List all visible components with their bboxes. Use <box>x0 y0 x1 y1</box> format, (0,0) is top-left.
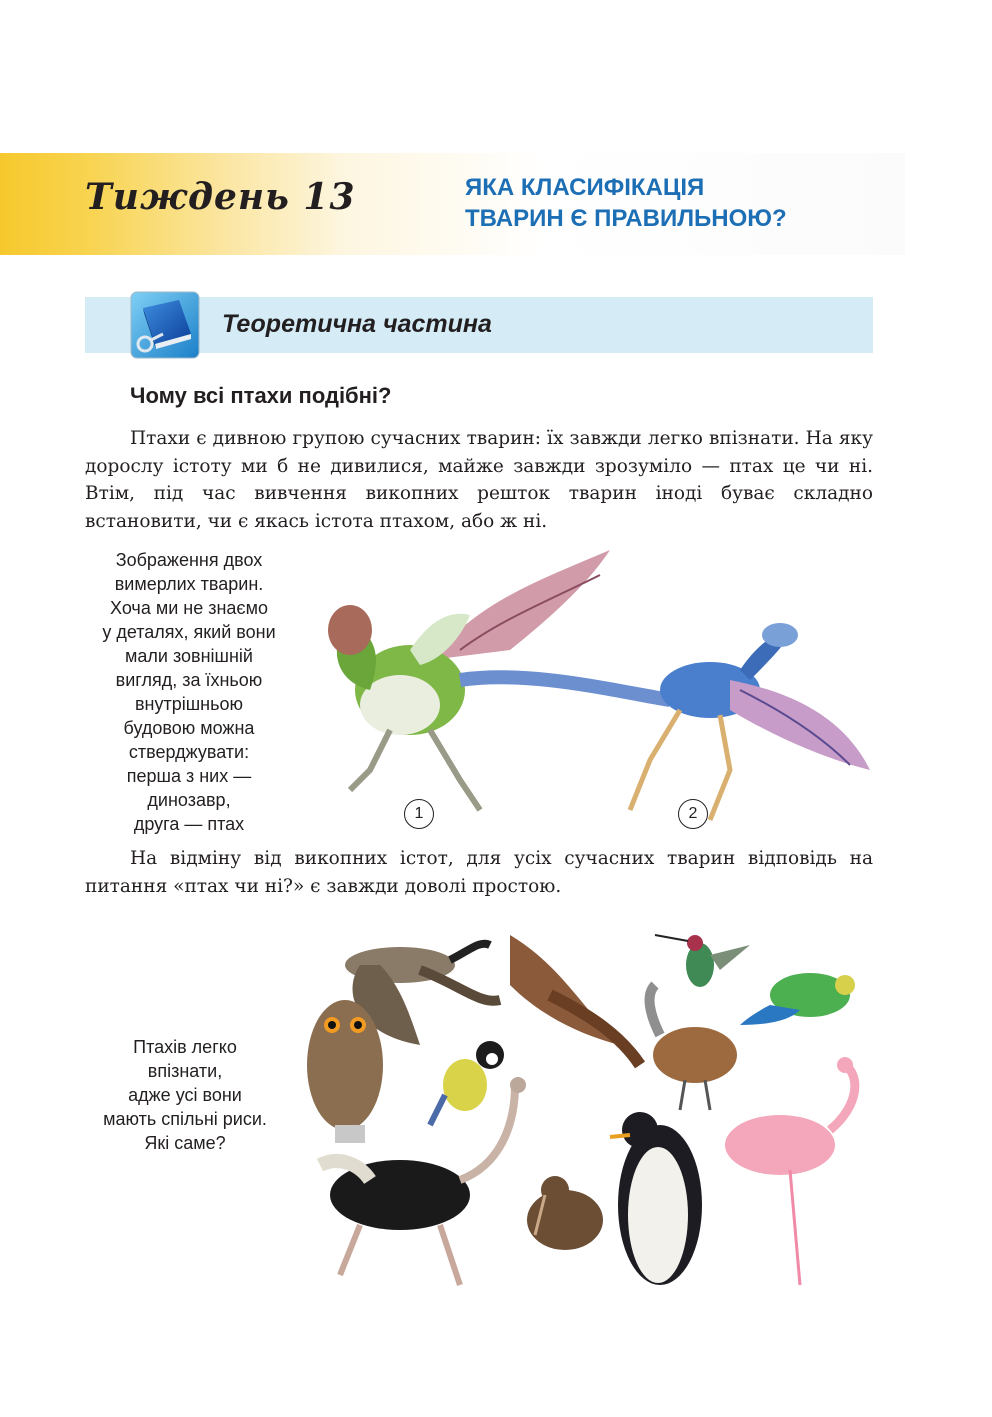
tit-figure <box>430 1041 504 1125</box>
caption-line: мають спільні риси. <box>103 1109 267 1129</box>
owl-figure <box>307 1000 383 1143</box>
chapter-heading <box>465 172 787 234</box>
figure-label-1: 1 <box>404 799 434 829</box>
chapter-heading-line2: ТВАРИН Є ПРАВИЛЬНОЮ? <box>465 205 787 232</box>
caption-line: Хоча ми не знаємо <box>110 598 268 618</box>
kite-figure <box>510 935 640 1065</box>
paragraph-1: Птахи є дивною групою сучасних тварин: їх завжди легко впізнати. На яку дорослу істоту ми б не дивилися, майже завжди зрозуміло — птах це чи ні. Втім, під час вивчення викопних решток тварин іноді буває складно встановити, чи є якась істота птахом, або ж ні. <box>85 428 873 532</box>
caption-line: динозавр, <box>147 790 231 810</box>
penguin-figure <box>610 1112 702 1285</box>
figure-label-2: 2 <box>678 799 708 829</box>
section-title: Теоретична частина <box>222 310 492 338</box>
bustard-figure <box>650 985 737 1110</box>
caption-line: вигляд, за їхньою <box>115 670 263 690</box>
caption-line: у деталях, який вони <box>102 622 276 642</box>
caption-line: будовою можна <box>123 718 255 738</box>
caption-line: Птахів легко <box>133 1037 237 1057</box>
caption-line: Зображення двох <box>115 550 263 570</box>
week-title: Тиждень 13 <box>85 176 356 218</box>
book-icon <box>129 290 201 360</box>
caption-line: впізнати, <box>147 1061 223 1081</box>
subheading: Чому всі птахи подібні? <box>130 383 392 408</box>
caption-line: внутрішньою <box>134 694 244 714</box>
caption-line: перша з них — <box>126 766 252 786</box>
paragraph-2: На відміну від викопних істот, для усіх сучасних тварин відповідь на питання «птах чи ні?» є завжди доволі простою. <box>85 848 873 897</box>
archaeopteryx-figure <box>460 623 870 820</box>
kiwi-figure <box>527 1176 603 1250</box>
extinct-animals-illustration <box>310 540 870 840</box>
flamingo-figure <box>725 1057 855 1285</box>
chapter-heading-line1: ЯКА КЛАСИФІКАЦІЯ <box>465 174 705 201</box>
caption-line: мали зовнішній <box>125 646 253 666</box>
hummingbird-figure <box>655 935 750 987</box>
caption-line: друга — птах <box>133 814 245 834</box>
modern-birds-illustration <box>300 925 880 1295</box>
figure1-caption <box>80 548 298 836</box>
caption-line: вимерлих тварин. <box>114 574 264 594</box>
caption-line: адже усі вони <box>128 1085 242 1105</box>
parrot-figure <box>740 973 855 1025</box>
caption-line: стверджувати: <box>128 742 250 762</box>
figure2-caption <box>85 1035 285 1155</box>
caption-line: Які саме? <box>144 1133 226 1153</box>
